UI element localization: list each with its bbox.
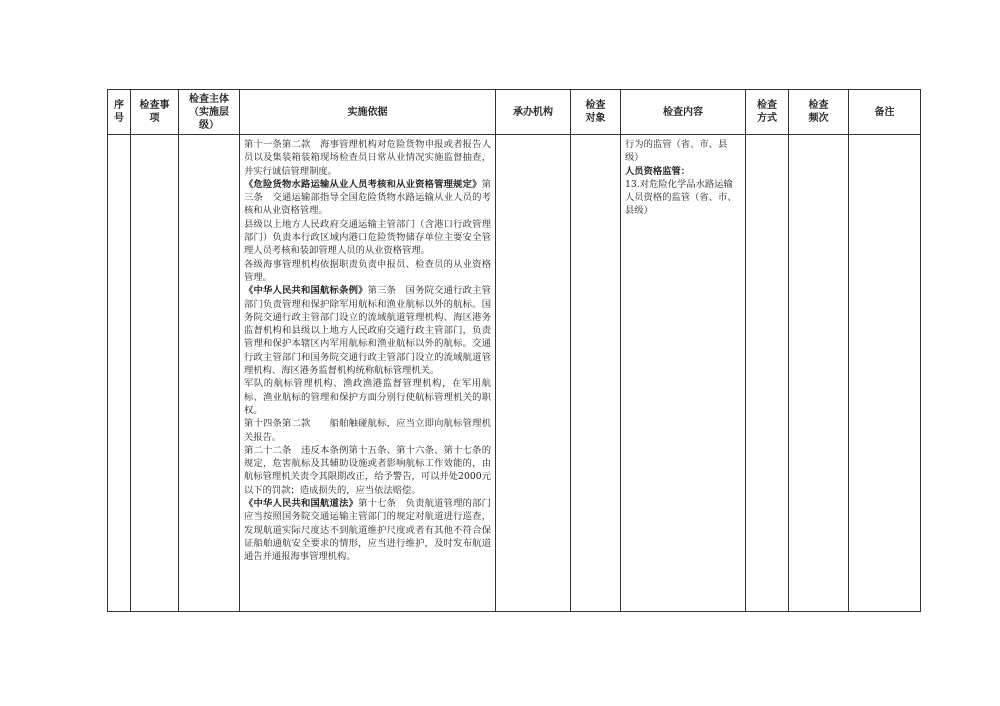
- basis-para: 第十四条第二款 船舶触碰航标，应当立即向航标管理机关报告。: [244, 418, 491, 443]
- basis-para: 第十一条第二款 海事管理机构对危险货物申报或者报告人员以及集装箱装箱现场检查员日常从业情况实施监督抽查，并实行诚信管理制度。: [244, 139, 491, 177]
- header-basis: 实施依据: [240, 90, 496, 135]
- header-content: 检查内容: [621, 90, 746, 135]
- basis-para: 《中华人民共和国航标条例》第三条 国务院交通行政主管部门负责管理和保护除军用航标和渔业航标以外的航标。国务院交通行政主管部门设立的流域航道管理机构、海区港务监督机构和县级以上地方人民政府交通行政主管部门，负责管理和保护本辖区内军用航标和渔业航标以外的航标。交通行政主管部门和国务院交通行政主管部门设立的流域航道管理机构、海区港务监督机构统称航标管理机关。: [244, 285, 491, 377]
- header-method: 检查方式: [746, 90, 789, 135]
- basis-para: 军队的航标管理机构、渔政渔港监督管理机构，在军用航标、渔业航标的管理和保护方面分别行使航标管理机关的职权。: [244, 378, 491, 416]
- header-subject: 检查主体（实施层级）: [179, 90, 240, 135]
- basis-para: 《危险货物水路运输从业人员考核和从业资格管理规定》第三条 交通运输部指导全国危险货物水路运输从业人员的考核和从业资格管理。: [244, 178, 491, 217]
- cell-agency: [496, 135, 571, 612]
- header-item: 检查事项: [131, 90, 179, 135]
- cell-seq: [108, 135, 131, 612]
- basis-para: 县级以上地方人民政府交通运输主管部门（含港口行政管理部门）负责本行政区域内港口危险货物储存单位主要安全管理人员考核和装卸管理人员的从业资格管理。: [244, 218, 491, 257]
- header-seq: 序号: [108, 90, 131, 135]
- header-frequency: 检查频次: [789, 90, 849, 135]
- basis-para: 第二十二条 违反本条例第十五条、第十六条、第十七条的规定，危害航标及其辅助设施或者影响航标工作效能的，由航标管理机关责令其限期改正，给予警告，可以并处2000元以下的罚款；造成损失的，应当依法赔偿。: [244, 444, 491, 496]
- cell-subject: [179, 135, 240, 612]
- cell-method: [746, 135, 789, 612]
- content-para: 行为的监管（省、市、县级）: [625, 139, 728, 164]
- cell-remarks: [849, 135, 921, 612]
- basis-para: 《中华人民共和国航道法》第十七条 负责航道管理的部门应当按照国务院交通运输主管部门的规定对航道进行巡查，发现航道实际尺度达不到航道维护尺度或者有其他不符合保证船舶通航安全要求的情形，应当进行维护，及时发布航道通告并通报海事管理机构。: [244, 498, 491, 563]
- cell-basis: [240, 135, 496, 612]
- table-row: [108, 135, 921, 612]
- content-para: 13.对危险化学品水路运输人员资格的监管（省、市、县级）: [625, 178, 737, 217]
- cell-content: [621, 135, 746, 612]
- cell-item: [131, 135, 179, 612]
- table-header-row: [108, 90, 921, 135]
- header-target: 检查对象: [571, 90, 621, 135]
- basis-para: 各级海事管理机构依据职责负责申报员、检查员的从业资格管理。: [244, 258, 491, 283]
- inspection-table: [107, 89, 921, 612]
- content-para: 人员资格监管：: [625, 165, 691, 177]
- header-remarks: 备注: [849, 90, 921, 135]
- cell-frequency: [789, 135, 849, 612]
- cell-target: [571, 135, 621, 612]
- header-agency: 承办机构: [496, 90, 571, 135]
